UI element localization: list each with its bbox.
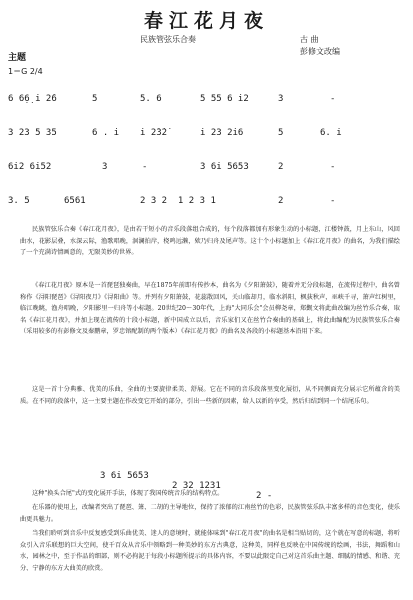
score-bar: 3 6i 5653: [200, 162, 249, 172]
score-line: [0, 162, 413, 182]
subtitle: 民族管弦乐合奏: [140, 35, 196, 44]
inline-score-bar: 3 6i 5653: [100, 471, 149, 481]
score-bar: 2 3 2 1 2 3 1: [140, 196, 216, 206]
score-bar: 6 . i: [92, 128, 120, 138]
credit-line-1: 古 曲: [300, 35, 319, 44]
paragraph: 在乐器的使用上，改编者突出了琵琶、箫、二胡的主导地位，保持了浓郁的江南丝竹的色彩，民族管弦乐队丰富多样的音色变化，使乐曲更具魅力。: [20, 504, 400, 523]
score-bar: 5 55 6 i2: [200, 94, 249, 104]
score-bar: 6. i: [320, 128, 342, 138]
score-bar: 5: [278, 128, 284, 138]
score-bar: 2: [278, 162, 284, 172]
score-bar: 6i2 6i52: [8, 162, 52, 172]
score-bar: 3: [278, 94, 284, 104]
score-bar: 3 23 5 35: [8, 128, 57, 138]
paragraph: 当我们聆听到音乐中反复感受到乐曲优美、迷人的意境时，就能体味到"春江花月夜"的曲名是相当贴切的，这个就在写意的标题，将听众引入音乐联想的巨大空间，使千百众从音乐中领略到一种美妙的东方古典意，这种美，同样也反映在中国传统的绘画，书法，舞蹈和山水，园林之中，至于作品的细部，则不必拘泥于每段小标题所提示的具体内容，不要以此限定自己对这首乐曲主题、细腻的情感、和谐、充分、宁静的东方大曲美的欣赏。: [20, 530, 400, 572]
credit-line-2: 彭修文改编: [300, 47, 340, 56]
score-bar: 5: [92, 94, 98, 104]
score-bar: -: [330, 196, 336, 206]
paragraph: 这是一首十分典雅、优美的乐曲，全曲的主要旋律柔美、舒展。它在不同的音乐段落里变化展衍，从不同侧面充分展示它所蕴含的美质。在不同的段落中，这一主要主题在作改变它开始的部分，引出一些新的因素，给人以新的享受，然后归结到同一个结尾乐句。: [20, 386, 400, 405]
page-title: 春江花月夜: [143, 10, 269, 32]
score-line: [0, 196, 413, 216]
score-bar: i 2̇3̇2̇: [140, 128, 168, 138]
score-bar: -: [142, 162, 148, 172]
score-bar: -: [330, 94, 336, 104]
score-bar: 3. 5: [8, 196, 30, 206]
key-signature: 1＝G 2/4: [8, 67, 43, 76]
paragraph: 民族管弦乐合奏《春江花月夜》，是由若干短小的音乐段落组合成的，每个段落都加有形象生动的小标题，江楼钟鼓，月上东山，风回曲水，花影层叠，水深云际，渔歌唱晚，洄澜拍岸，桡鸣远濑，欸乃归舟及尾声等。这十个小标题加上《春江花月夜》的曲名，为我们描绘了一个充满诗情画意的，无限美妙的世界。: [20, 226, 400, 256]
score-bar: 6 6̣6̣ i 2̇6: [8, 94, 57, 104]
score-bar: 6561: [64, 196, 86, 206]
inline-score-bar: 2 -: [256, 491, 273, 501]
score-line: [0, 94, 413, 114]
inline-score-bar: 2 32 1231: [172, 481, 221, 491]
score-bar: 3: [102, 162, 108, 172]
paragraph: 《春江花月夜》原本是一首琵琶独奏曲，早在1875年前即有传抄本，曲名为《夕阳箫鼓》，随着并无分段标题，在流传过程中，曲名曾称作《浔阳琵琶》《浔阳夜月》《浔阳曲》等。并列有夕阳箫鼓，花蕊散回风，关山临却月，临水斜阳，枫荻秋声，巫峡千寻，箫声红树里，临江晚眺，渔舟唱晚，夕阳影里一归舟等小标题。20世纪20～30年代，上海"大同乐会"会员柳尧章，郑觐文将此曲改编为丝竹乐合奏，取名《春江花月夜》，并加上现在流传的十段小标题，新中国成立以后，音乐家们又在丝竹合奏曲的基础上，将此曲编配为民族管弦乐合奏（采用较多的有彭修文及秦鹏章，罗忠镕配制的两个版本）《春江花月夜》的曲名及各段的小标题基本沿用下来。: [20, 282, 400, 335]
score-line: [0, 128, 413, 148]
paragraph: 这种"换头合尾"式的变化展开手法，体现了我国传统音乐的结构特点。: [32, 490, 224, 497]
theme-label: 主题: [8, 53, 27, 63]
score-bar: 5. 6: [140, 94, 162, 104]
score-bar: 2: [278, 196, 284, 206]
score-bar: -: [330, 162, 336, 172]
score-bar: i 23 2i6: [200, 128, 244, 138]
